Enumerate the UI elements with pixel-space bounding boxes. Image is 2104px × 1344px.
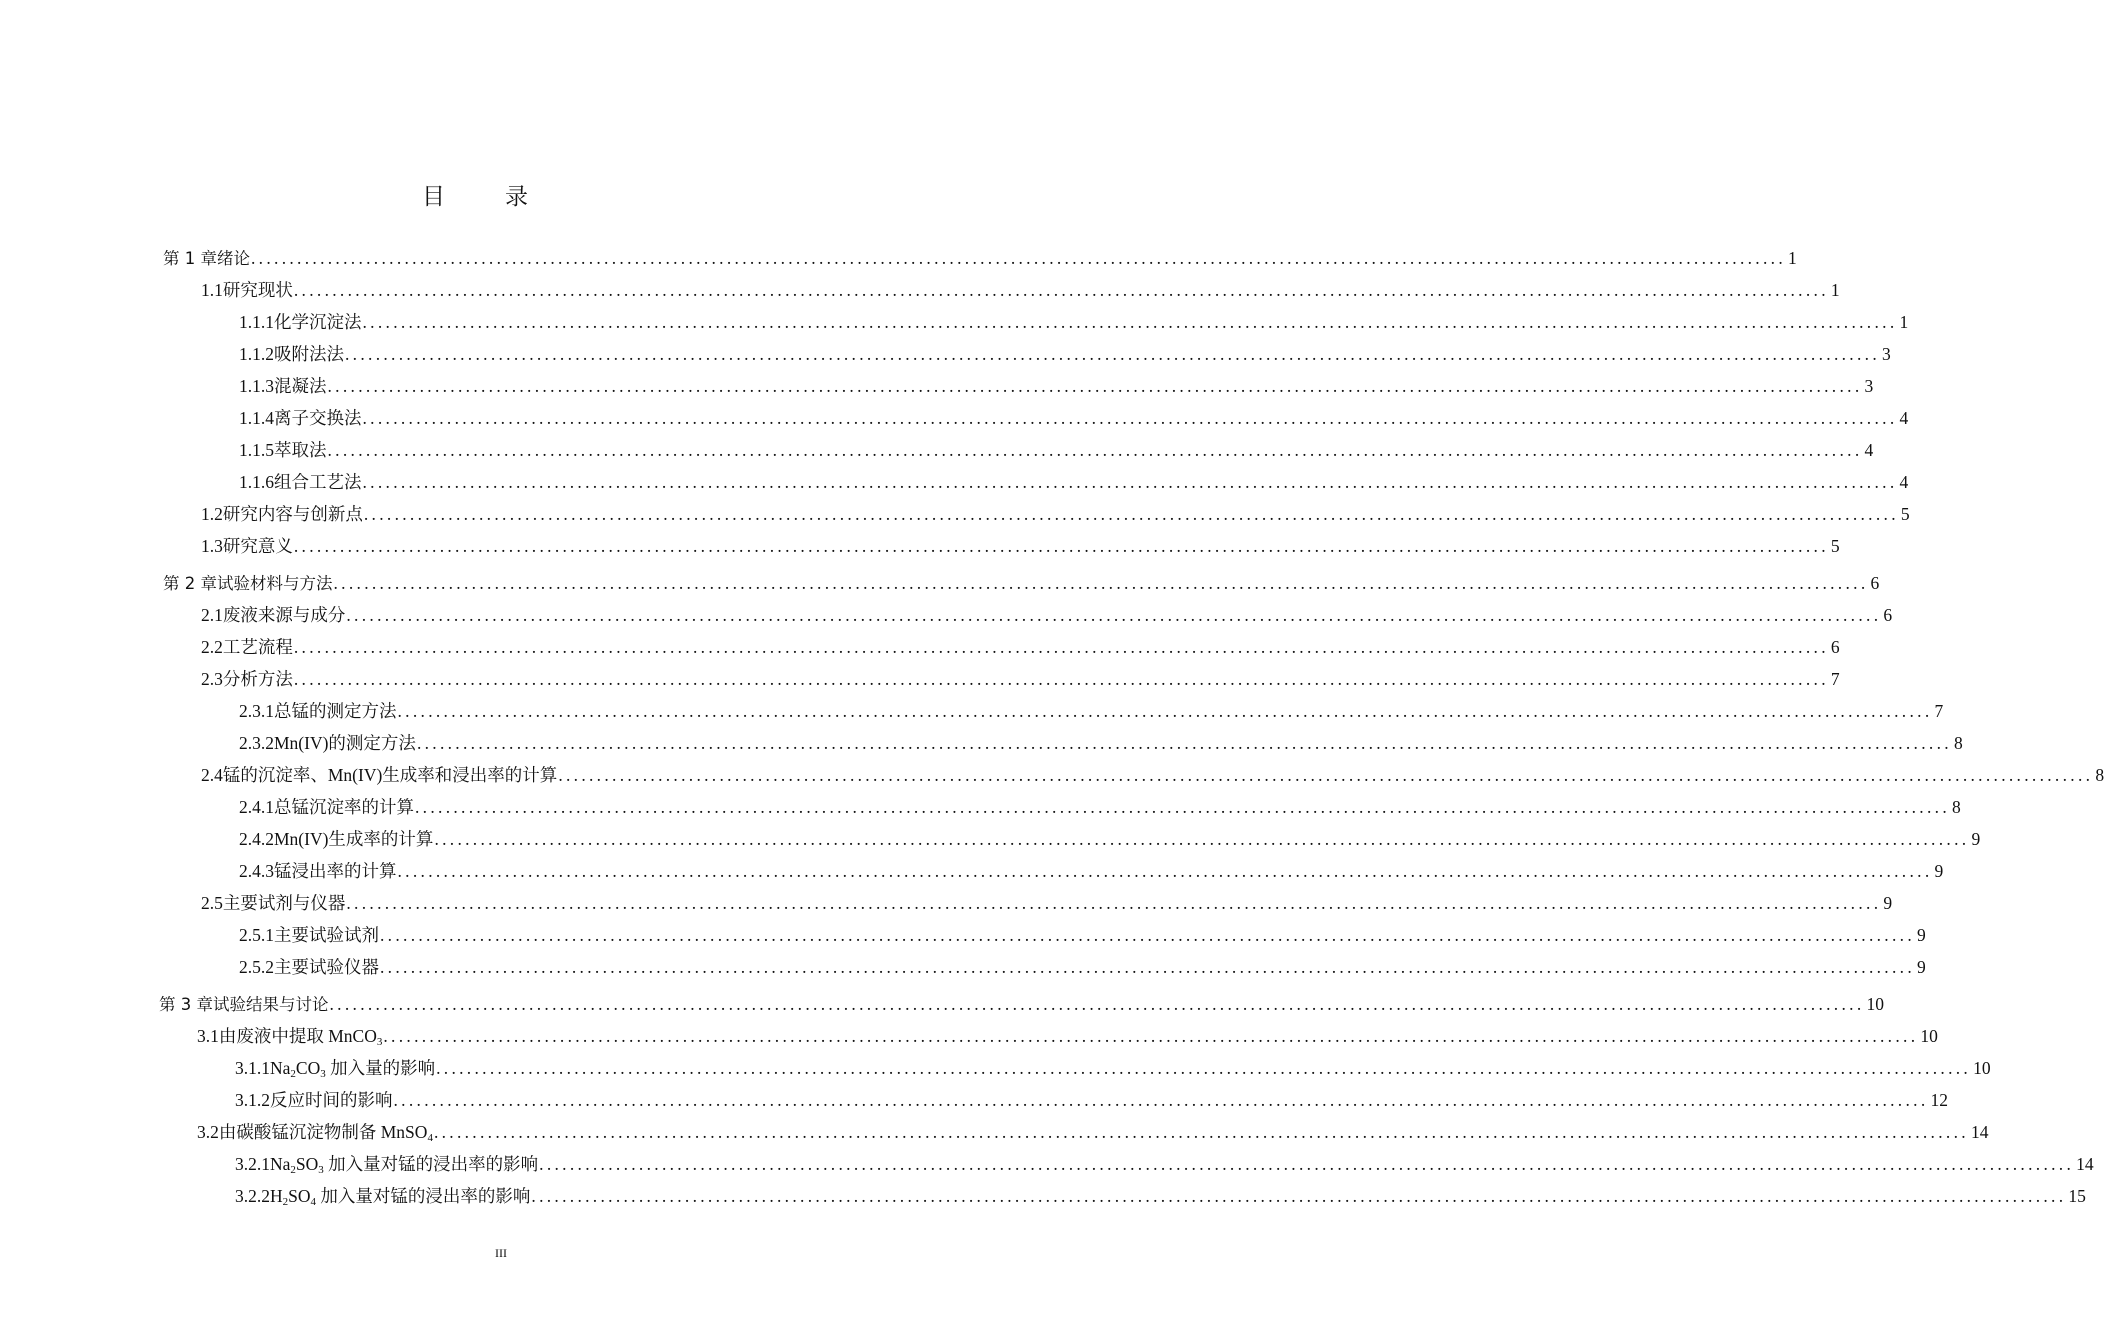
toc-entry[interactable] — [235, 1088, 1948, 1112]
toc-entry-page: 9 — [1917, 925, 1926, 945]
toc-entry-page: 8 — [1952, 797, 1961, 817]
toc-dot-leader: ........................................................................................................................................................................................................ — [329, 994, 1865, 1014]
toc-dot-leader: ........................................................................................................................................................................................................ — [327, 376, 1863, 396]
toc-entry[interactable] — [239, 731, 1963, 755]
toc-entry[interactable] — [239, 310, 1909, 334]
toc-entry[interactable] — [201, 667, 1840, 691]
toc-entry-page: 9 — [1883, 893, 1893, 913]
toc-entry-page: 15 — [2068, 1186, 2086, 1206]
toc-title-char-1: 目 — [422, 184, 445, 210]
toc-entry-number: 1.3 — [201, 536, 223, 556]
toc-entry-number: 2.4.1 — [239, 797, 274, 817]
toc-dot-leader: ........................................................................................................................................................................................................ — [434, 829, 1970, 849]
toc-entry-number: 第 2 章 — [163, 574, 217, 593]
toc-entry-page: 8 — [1953, 733, 1963, 753]
toc-entry-number: 2.5 — [201, 893, 223, 913]
toc-entry[interactable] — [201, 278, 1840, 302]
toc-entry-page: 6 — [1883, 605, 1893, 625]
toc-entry-number: 2.5.2 — [239, 957, 274, 977]
toc-dot-leader: ........................................................................................................................................................................................................ — [415, 797, 1950, 817]
toc-dot-leader: ........................................................................................................................................................................................................ — [327, 440, 1863, 460]
toc-entry-number: 2.5.1 — [239, 925, 274, 945]
toc-entry-page: 9 — [1934, 861, 1944, 881]
toc-entry-title: $H_2SO_4$ 加入量对锰的浸出率的影响 — [270, 1186, 531, 1208]
toc-entry-page: 1 — [1788, 248, 1797, 268]
toc-entry-number: 1.1 — [201, 280, 223, 300]
toc-entry-title: 试验结果与讨论 — [213, 995, 329, 1014]
toc-entry[interactable] — [201, 763, 2104, 787]
toc-entry-page: 7 — [1830, 669, 1840, 689]
toc-dot-leader: ........................................................................................................................................................................................................ — [333, 573, 1869, 593]
toc-entry-number: 第 3 章 — [159, 995, 213, 1014]
toc-dot-leader: ........................................................................................................................................................................................................ — [416, 733, 1952, 753]
toc-entry-number: 3.1 — [197, 1026, 219, 1046]
toc-entry-title: 主要试验仪器 — [274, 957, 379, 977]
toc-entry[interactable] — [239, 859, 1944, 883]
toc-entry-number: 1.1.6 — [239, 472, 274, 492]
toc-dot-leader: ........................................................................................................................................................................................................ — [380, 957, 1915, 977]
toc-entry[interactable] — [201, 603, 1893, 627]
toc-entry[interactable] — [239, 699, 1944, 723]
toc-entry-page: 1 — [1830, 280, 1840, 300]
toc-entry-page: 4 — [1899, 472, 1909, 492]
toc-dot-leader: ........................................................................................................................................................................................................ — [346, 605, 1882, 625]
toc-entry-number: 2.1 — [201, 605, 223, 625]
toc-dot-leader: ........................................................................................................................................................................................................ — [345, 344, 1880, 364]
toc-entry-number: 1.1.2 — [239, 344, 274, 364]
toc-entry-page: 5 — [1900, 504, 1910, 524]
toc-entry[interactable] — [197, 1120, 1989, 1144]
toc-entry[interactable] — [239, 342, 1891, 366]
toc-entry-title: 离子交换法 — [274, 408, 362, 428]
toc-entry-title: 试验材料与方法 — [217, 574, 333, 593]
toc-entry-page: 9 — [1917, 957, 1926, 977]
toc-dot-leader: ........................................................................................................................................................................................................ — [293, 637, 1829, 657]
toc-entry-page: 10 — [1973, 1058, 1991, 1078]
toc-entry-number: 第 1 章 — [163, 249, 217, 268]
toc-dot-leader: ........................................................................................................................................................................................................ — [293, 280, 1829, 300]
toc-dot-leader: ........................................................................................................................................................................................................ — [539, 1154, 2075, 1174]
toc-dot-leader: ........................................................................................................................................................................................................ — [531, 1186, 2067, 1206]
toc-entry-number: 1.1.3 — [239, 376, 274, 396]
toc-entry-number: 2.4.3 — [239, 861, 274, 881]
toc-entry-title: 萃取法 — [274, 440, 327, 460]
toc-entry-title: 锰浸出率的计算 — [274, 861, 397, 881]
toc-entry-number: 3.2.2 — [235, 1186, 270, 1206]
toc-entry[interactable] — [235, 1184, 2086, 1208]
toc-entry-title: 锰的沉淀率、Mn(IV)生成率和浸出率的计算 — [222, 765, 558, 785]
toc-entry-page: 3 — [1882, 344, 1891, 364]
toc-entry-page: 6 — [1830, 637, 1840, 657]
toc-entry-number: 2.4 — [201, 765, 223, 785]
toc-entry[interactable] — [163, 246, 1797, 270]
toc-entry-page: 7 — [1934, 701, 1944, 721]
toc-entry-title: $Na_2SO_3$ 加入量对锰的浸出率的影响 — [270, 1154, 539, 1176]
toc-entry-title: 由碳酸锰沉淀物制备 MnSO$_4$ — [218, 1122, 433, 1144]
toc-entry-title: Mn(IV)的测定方法 — [274, 733, 416, 753]
toc-entry-title: 研究意义 — [222, 536, 293, 556]
toc-entry-title: 主要试验试剂 — [274, 925, 379, 945]
toc-entry-page: 6 — [1870, 573, 1880, 593]
toc-entry[interactable] — [159, 992, 1884, 1016]
toc-entry-page: 12 — [1930, 1090, 1948, 1110]
toc-entry-number: 3.2.1 — [235, 1154, 270, 1174]
toc-entry[interactable] — [239, 795, 1961, 819]
toc-entry[interactable] — [235, 1152, 2094, 1176]
toc-entry-title: 研究现状 — [222, 280, 293, 300]
toc-dot-leader: ........................................................................................................................................................................................................ — [397, 701, 1933, 721]
toc-entry-number: 1.2 — [201, 504, 223, 524]
toc-entry[interactable] — [239, 955, 1926, 979]
toc-entry-title: 反应时间的影响 — [270, 1090, 393, 1110]
toc-dot-leader: ........................................................................................................................................................................................................ — [293, 536, 1829, 556]
toc-dot-leader: ........................................................................................................................................................................................................ — [363, 504, 1899, 524]
toc-entry-title: Mn(IV)生成率的计算 — [274, 829, 434, 849]
toc-entry[interactable] — [239, 827, 1981, 851]
toc-entry-title: 由废液中提取 MnCO$_3$ — [218, 1026, 383, 1048]
toc-entry-number: 3.1.2 — [235, 1090, 270, 1110]
toc-entry-number: 1.1.4 — [239, 408, 274, 428]
toc-entry[interactable] — [239, 406, 1909, 430]
toc-entry-title: 混凝法 — [274, 376, 327, 396]
toc-entry-title: 总锰的测定方法 — [274, 701, 397, 721]
toc-entry-page: 10 — [1866, 994, 1884, 1014]
toc-entry-title: 吸附法法 — [274, 344, 344, 364]
toc-entry-page: 4 — [1899, 408, 1909, 428]
toc-entry-number: 3.1.1 — [235, 1058, 270, 1078]
toc-entry-number: 2.2 — [201, 637, 223, 657]
toc-entry-number: 2.4.2 — [239, 829, 274, 849]
toc-entry[interactable] — [201, 534, 1840, 558]
toc-entry-page: 1 — [1899, 312, 1909, 332]
toc-entry[interactable] — [235, 1056, 1991, 1080]
toc-title — [0, 178, 950, 211]
toc-dot-leader: ........................................................................................................................................................................................................ — [362, 408, 1898, 428]
toc-entry-title: 主要试剂与仪器 — [222, 893, 346, 913]
toc-entry-page: 9 — [1971, 829, 1981, 849]
toc-entry-title: 分析方法 — [222, 669, 293, 689]
toc-entry-page: 3 — [1864, 376, 1874, 396]
toc-dot-leader: ........................................................................................................................................................................................................ — [293, 669, 1829, 689]
toc-entry-title: 工艺流程 — [222, 637, 293, 657]
toc-dot-leader: ........................................................................................................................................................................................................ — [380, 925, 1915, 945]
toc-entry-page: 14 — [2076, 1154, 2094, 1174]
toc-entry-title: 废液来源与成分 — [222, 605, 346, 625]
toc-entry-title: 总锰沉淀率的计算 — [274, 797, 414, 817]
toc-dot-leader: ........................................................................................................................................................................................................ — [397, 861, 1933, 881]
toc-entry-title: 研究内容与创新点 — [222, 504, 363, 524]
page-number: III — [495, 1246, 507, 1260]
toc-entry-page: 14 — [1970, 1122, 1989, 1142]
toc-entry-number: 1.1.1 — [239, 312, 274, 332]
toc-dot-leader: ........................................................................................................................................................................................................ — [393, 1090, 1929, 1110]
toc-dot-leader: ........................................................................................................................................................................................................ — [346, 893, 1882, 913]
toc-entry[interactable] — [239, 438, 1874, 462]
toc-dot-leader: ........................................................................................................................................................................................................ — [362, 472, 1898, 492]
toc-entry-page: 4 — [1864, 440, 1874, 460]
toc-entry-number: 2.3 — [201, 669, 223, 689]
toc-entry-number: 2.3.2 — [239, 733, 274, 753]
toc-entry[interactable] — [239, 374, 1874, 398]
toc-entry-number: 3.2 — [197, 1122, 219, 1142]
toc-entry-title: 化学沉淀法 — [274, 312, 362, 332]
toc-entry[interactable] — [201, 891, 1893, 915]
toc-dot-leader: ........................................................................................................................................................................................................ — [362, 312, 1898, 332]
toc-entry[interactable] — [201, 502, 1910, 526]
toc-dot-leader: ........................................................................................................................................................................................................ — [251, 248, 1786, 268]
toc-title-char-2: 录 — [505, 184, 528, 210]
toc-entry[interactable] — [239, 470, 1909, 494]
toc-dot-leader: ........................................................................................................................................................................................................ — [383, 1026, 1919, 1046]
toc-entry-title: $Na_2CO_3$ 加入量的影响 — [270, 1058, 436, 1080]
toc-dot-leader: ........................................................................................................................................................................................................ — [558, 765, 2094, 785]
toc-entry-number: 1.1.5 — [239, 440, 274, 460]
toc-entry-page: 5 — [1830, 536, 1840, 556]
toc-entry-page: 10 — [1920, 1026, 1938, 1046]
toc-entry-title: 组合工艺法 — [274, 472, 362, 492]
toc-dot-leader: ........................................................................................................................................................................................................ — [433, 1122, 1969, 1142]
toc-entry[interactable] — [239, 923, 1926, 947]
toc-entry[interactable] — [197, 1024, 1938, 1048]
toc-entry-title: 绪论 — [217, 249, 250, 268]
toc-entry-number: 2.3.1 — [239, 701, 274, 721]
toc-dot-leader: ........................................................................................................................................................................................................ — [436, 1058, 1972, 1078]
toc-entry-page: 8 — [2095, 765, 2104, 785]
toc-entry[interactable] — [163, 571, 1880, 595]
toc-entry[interactable] — [201, 635, 1840, 659]
